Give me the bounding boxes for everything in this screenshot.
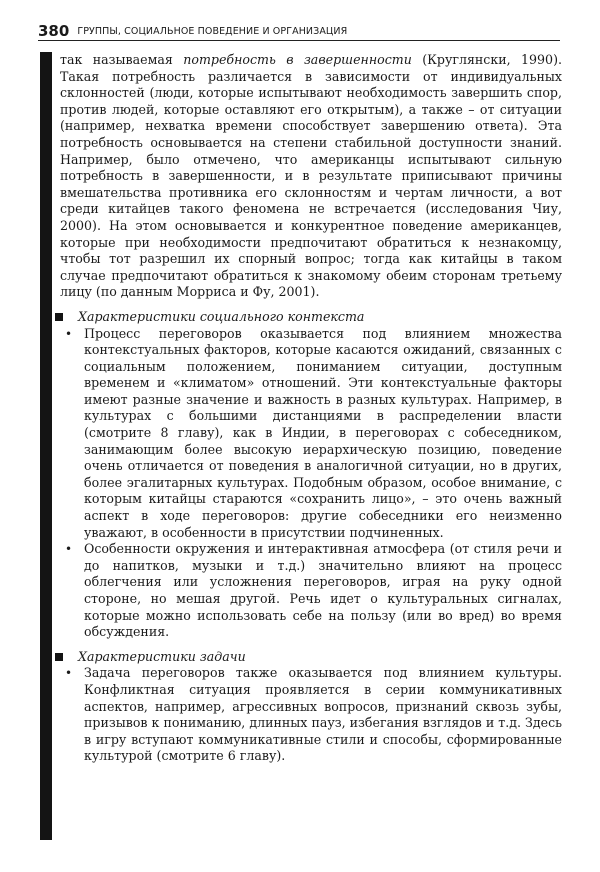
running-header [38,20,560,41]
section-heading-social-context [60,309,562,326]
bullet-dot-icon: • [65,666,73,681]
intro-paragraph [60,52,562,301]
square-bullet-icon [55,653,63,661]
list-item [60,541,562,641]
list-item-text: Задача переговоров также оказывается под влиянием культуры. Конфликтная ситуация проявляется в серии коммуникативных аспектов, например, агрессивных вопросов, признаний сквозь зубы, призывов к пониманию, длинных пауз, избегания взглядов и т.д. Здесь в игру вступают коммуникативные стили и способы, сформированные культурой (смотрите 6 главу). [84,665,562,764]
list-item-text: Процесс переговоров оказывается под влиянием множества контекстуальных факторов, которые касаются ожиданий, связанных с социальным положением, пониманием ситуации, доступным временем и «климатом» отношений. Эти контекстуальные факторы имеют разные значение и важность в разных культурах. Например, в культурах с большими дистанциями в распределении власти (смотрите 8 главу), как в Индии, в переговорах с собеседником, занимающим более высокую иерархическую позицию, поведение очень отличается от поведения в аналогичной ситуации, но в других, более эгалитарных культурах. Подобным образом, особое внимание, с которым китайцы стараются «сохранить лицо», – это очень важный аспект в ходе переговоров: другие собеседники его неизменно уважают, в особенности в присутствии подчиненных. [84,325,562,540]
running-title: ГРУППЫ, СОЦИАЛЬНОЕ ПОВЕДЕНИЕ И ОРГАНИЗАЦИЯ [77,26,348,37]
bullet-dot-icon: • [65,542,73,557]
page-number: 380 [38,22,70,40]
section-heading-text: Характеристики социального контекста [78,308,365,324]
intro-rest: (Круглянски, 1990). Такая потребность различается в зависимости от индивидуальных склонностей (люди, которые испытывают необходимость завершить спор, против людей, которые оставляют его открытым), а также – от ситуации (например, нехватка времени способствует завершению ответа). Эта потребность основывается на степени стабильной доступности знаний. Например, было отмечено, что американцы испытывают сильную потребность в завершенности, и в результате приписывают причины вмешательства противника его склонностям и чертам личности, а вот среди китайцев такого феномена не встречается (исследования Чиу, 2000). На этом основывается и конкурентное поведение американцев, которые при необходимости предпочитают обратиться к незнакомцу, чтобы тот разрешил их спорный вопрос; тогда как китайцы в таком случае предпочитают обратиться к знакомому обеим сторонам третьему лицу (по данным Морриса и Фу, 2001). [60,52,562,300]
list-item-text: Особенности окружения и интерактивная атмосфера (от стиля речи и до напитков, музыки и т.д.) значительно влияют на процесс облегчения или усложнения переговоров, играя на руку одной стороне, но мешая другой. Речь идет о культуральных сигналах, которые можно использовать себе на пользу (или во вред) во время обсуждения. [84,541,562,640]
section-heading-text: Характеристики задачи [78,648,246,664]
intro-lead: так называемая [60,52,184,67]
main-text [60,52,562,765]
sidebar-bar [40,52,52,840]
square-bullet-icon [55,313,63,321]
list-item [60,326,562,542]
bullet-dot-icon: • [65,326,73,341]
list-item [60,665,562,765]
intro-emphasis: потребность в завершенности [183,52,412,67]
section-heading-task [60,649,562,666]
